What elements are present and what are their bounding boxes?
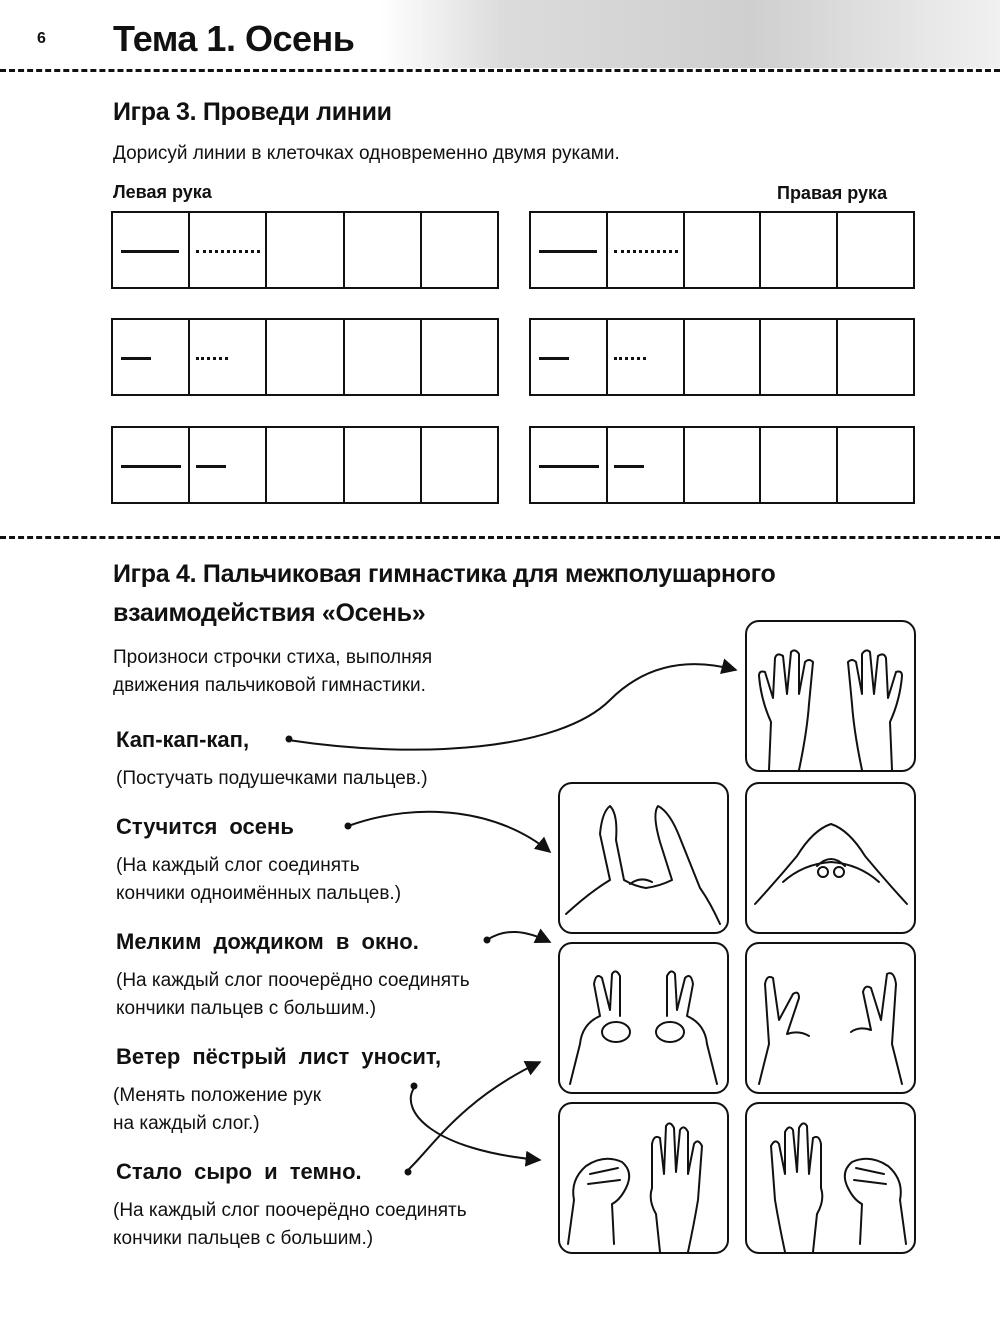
game4-intro-line-2: движения пальчиковой гимнастики.	[113, 675, 426, 696]
hands-rings-illustration	[558, 942, 729, 1094]
left-grid-row-3	[111, 426, 499, 504]
game3-instruction: Дорисуй линии в клеточках одновременно двумя руками.	[113, 143, 620, 164]
right-grid-row-1	[529, 211, 915, 289]
sample-solid-line	[121, 250, 179, 253]
verse-note-5b: кончики пальцев с большим.)	[113, 1228, 374, 1249]
sample-solid-line	[196, 465, 226, 468]
verse-note-4a: (Менять положение рук	[113, 1085, 322, 1106]
sample-solid-line	[121, 465, 181, 468]
game4-title-line-1: Игра 4. Пальчиковая гимнастика для межполушарного	[113, 560, 776, 588]
grid-cell[interactable]	[188, 320, 265, 394]
topic-title: Тема 1. Осень	[113, 18, 355, 59]
hands-triangle-illustration	[558, 782, 729, 934]
sample-solid-line	[614, 465, 644, 468]
verse-note-2b: кончики одноимённых пальцев.)	[116, 883, 402, 904]
game3-title: Игра 3. Проведи линии	[113, 98, 392, 126]
verse-note-4b: на каждый слог.)	[113, 1113, 260, 1134]
arrow-dot	[346, 824, 351, 829]
verse-line-5: Стало сыро и темно.	[116, 1159, 362, 1184]
grid-cell[interactable]	[606, 320, 683, 394]
grid-cell[interactable]	[420, 428, 497, 502]
dotted-trace-line	[196, 357, 228, 360]
grid-cell[interactable]	[343, 320, 420, 394]
grid-cell[interactable]	[420, 213, 497, 287]
grid-cell[interactable]	[683, 213, 760, 287]
arrow-dot	[412, 1084, 417, 1089]
grid-cell[interactable]	[606, 428, 683, 502]
arrow-verse-3	[487, 932, 550, 942]
grid-cell[interactable]	[420, 320, 497, 394]
grid-cell[interactable]	[836, 213, 913, 287]
arrow-dot	[406, 1170, 411, 1175]
grid-cell[interactable]	[531, 428, 606, 502]
verse-line-2: Стучится осень	[116, 814, 294, 839]
sample-solid-line	[121, 357, 151, 360]
hands-roof-illustration	[745, 782, 916, 934]
hands-fist-palm-illustration	[558, 1102, 729, 1254]
left-hand-label: Левая рука	[113, 182, 212, 202]
sample-solid-line	[539, 357, 569, 360]
grid-cell[interactable]	[113, 213, 188, 287]
grid-cell[interactable]	[759, 428, 836, 502]
hands-palm-fist-illustration	[745, 1102, 916, 1254]
game4-intro-line-1: Произноси строчки стиха, выполняя	[113, 647, 433, 668]
verse-line-4: Ветер пёстрый лист уносит,	[116, 1044, 442, 1069]
left-grid-row-2	[111, 318, 499, 396]
sample-solid-line	[539, 465, 599, 468]
grid-cell[interactable]	[265, 320, 342, 394]
arrow-verse-4	[411, 1088, 540, 1160]
grid-cell[interactable]	[683, 428, 760, 502]
right-hand-label: Правая рука	[777, 183, 888, 203]
grid-cell[interactable]	[343, 428, 420, 502]
grid-cell[interactable]	[113, 428, 188, 502]
hands-fingers-illustration	[745, 942, 916, 1094]
middle-divider	[0, 536, 1000, 539]
arrow-dot	[485, 938, 490, 943]
header-texture	[380, 0, 1000, 68]
right-grid-row-2	[529, 318, 915, 396]
grid-cell[interactable]	[188, 213, 265, 287]
verse-note-5a: (На каждый слог поочерёдно соединять	[113, 1200, 467, 1221]
grid-cell[interactable]	[606, 213, 683, 287]
sample-solid-line	[539, 250, 597, 253]
grid-cell[interactable]	[188, 428, 265, 502]
left-grid-row-1	[111, 211, 499, 289]
dotted-trace-line	[614, 250, 678, 253]
grid-cell[interactable]	[531, 320, 606, 394]
arrow-verse-2	[348, 812, 550, 852]
hands-tapping-illustration	[745, 620, 916, 772]
verse-note-2a: (На каждый слог соединять	[116, 855, 360, 876]
dotted-trace-line	[196, 250, 260, 253]
top-divider	[0, 69, 1000, 72]
grid-cell[interactable]	[265, 428, 342, 502]
arrow-verse-5	[408, 1062, 540, 1170]
verse-line-1: Кап-кап-кап,	[116, 727, 250, 752]
grid-cell[interactable]	[113, 320, 188, 394]
grid-cell[interactable]	[836, 428, 913, 502]
grid-cell[interactable]	[265, 213, 342, 287]
grid-cell[interactable]	[836, 320, 913, 394]
verse-note-3b: кончики пальцев с большим.)	[116, 998, 377, 1019]
verse-note-1: (Постучать подушечками пальцев.)	[116, 768, 428, 789]
grid-cell[interactable]	[759, 213, 836, 287]
right-grid-row-3	[529, 426, 915, 504]
arrow-dot	[287, 737, 292, 742]
grid-cell[interactable]	[759, 320, 836, 394]
grid-cell[interactable]	[531, 213, 606, 287]
game4-title-line-2: взаимодействия «Осень»	[113, 599, 426, 627]
dotted-trace-line	[614, 357, 646, 360]
page-number: 6	[37, 30, 46, 47]
grid-cell[interactable]	[683, 320, 760, 394]
verse-note-3a: (На каждый слог поочерёдно соединять	[116, 970, 470, 991]
grid-cell[interactable]	[343, 213, 420, 287]
verse-line-3: Мелким дождиком в окно.	[116, 929, 419, 954]
